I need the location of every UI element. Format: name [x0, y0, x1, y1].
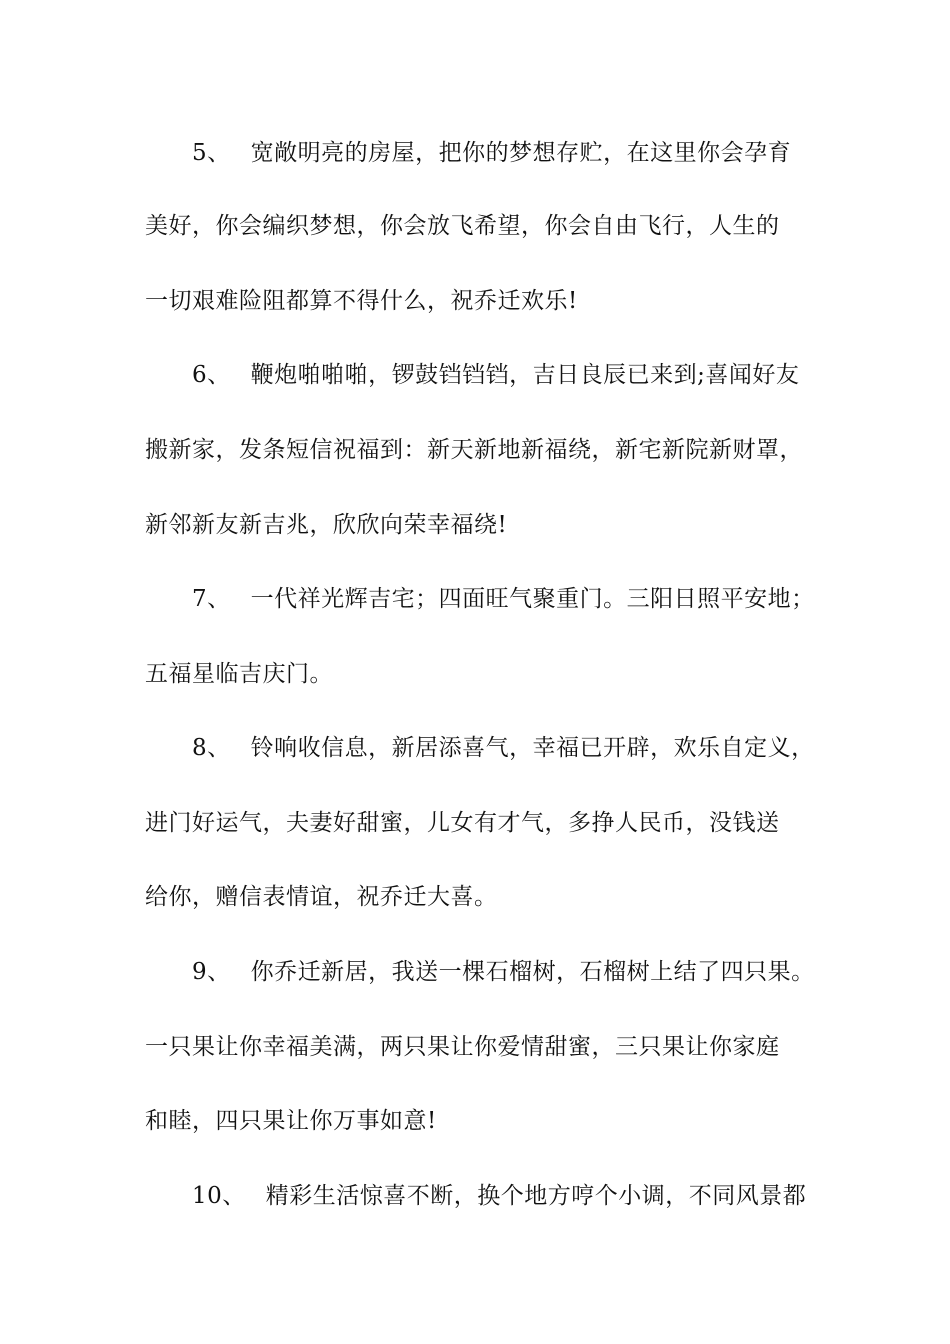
item-text: 铃响收信息，新居添喜气，幸福已开辟，欢乐自定义，: [250, 735, 815, 761]
item-6-line-1: [192, 360, 882, 390]
item-8-line-3: 给你，赠信表情谊，祝乔迁大喜。: [145, 884, 498, 910]
item-5-line-1: [192, 138, 882, 168]
item-text: 宽敞明亮的房屋，把你的梦想存贮，在这里你会孕育: [250, 140, 792, 166]
item-text: 一代祥光辉吉宅；四面旺气聚重门。三阳日照平安地；: [250, 586, 815, 612]
item-9-line-1: [192, 957, 882, 987]
item-text: 鞭炮啪啪啪，锣鼓铛铛铛，吉日良辰已来到;喜闻好友: [250, 362, 800, 388]
item-9-line-2: 一只果让你幸福美满，两只果让你爱情甜蜜，三只果让你家庭: [145, 1034, 780, 1060]
item-number: 7、: [192, 586, 231, 612]
item-8-line-2: 进门好运气，夫妻好甜蜜，儿女有才气，多挣人民币，没钱送: [145, 810, 780, 836]
item-text: 精彩生活惊喜不断，换个地方哼个小调，不同风景都: [265, 1183, 807, 1209]
item-6-line-2: 搬新家，发条短信祝福到：新天新地新福绕，新宅新院新财罩，: [145, 437, 803, 463]
item-10-line-1: [192, 1181, 882, 1211]
item-text: 你乔迁新居，我送一棵石榴树，石榴树上结了四只果。: [250, 959, 815, 985]
item-5-line-3: 一切艰难险阻都算不得什么，祝乔迁欢乐!: [145, 288, 578, 314]
item-number: 8、: [192, 735, 231, 761]
item-7-line-2: 五福星临吉庆门。: [145, 661, 333, 687]
item-8-line-1: [192, 733, 882, 763]
item-5-line-2: 美好，你会编织梦想，你会放飞希望，你会自由飞行，人生的: [145, 213, 780, 239]
item-number: 5、: [192, 140, 231, 166]
item-number: 6、: [192, 362, 231, 388]
item-7-line-1: [192, 584, 882, 614]
item-number: 9、: [192, 959, 231, 985]
item-6-line-3: 新邻新友新吉兆，欣欣向荣幸福绕!: [145, 512, 508, 538]
item-number: 10、: [192, 1183, 246, 1209]
item-9-line-3: 和睦，四只果让你万事如意!: [145, 1108, 437, 1134]
